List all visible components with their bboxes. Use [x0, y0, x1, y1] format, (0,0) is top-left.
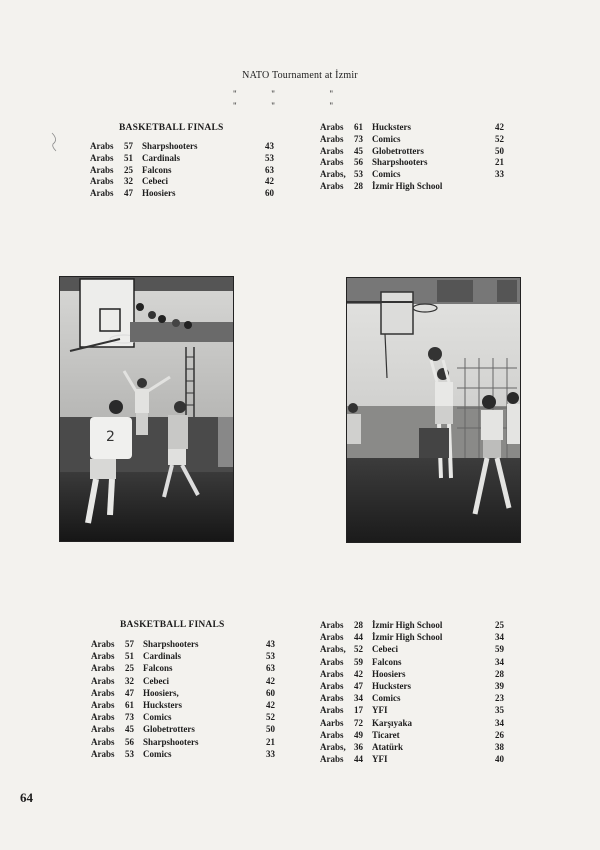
result-row: [320, 169, 504, 181]
opponent-score: 34: [495, 632, 504, 643]
team-name: Arabs: [90, 176, 114, 187]
results-table-top-right: [320, 122, 504, 193]
team-score: 72: [354, 717, 363, 728]
opponent-score: 33: [266, 748, 275, 759]
opponent-score: 42: [265, 176, 274, 187]
photo-basketball-left: [59, 276, 234, 542]
team-name: Arabs: [320, 157, 344, 168]
opponent-name: Comics: [372, 133, 401, 144]
team-name: Arabs: [320, 632, 344, 643]
opponent-name: Hucksters: [143, 700, 182, 711]
opponent-score: 63: [266, 663, 275, 674]
team-score: 52: [354, 644, 363, 655]
opponent-score: 21: [495, 157, 504, 168]
opponent-name: Comics: [143, 748, 172, 759]
result-row: [90, 165, 274, 177]
result-row: [91, 687, 275, 699]
opponent-score: 39: [495, 681, 504, 692]
result-row: [320, 692, 504, 704]
results-table-bottom-right: [320, 619, 504, 765]
opponent-name: Comics: [143, 712, 172, 723]
opponent-score: 52: [266, 712, 275, 723]
ditto-mark: ": [271, 89, 275, 99]
opponent-name: Hoosiers: [142, 188, 176, 199]
team-name: Arabs: [320, 681, 344, 692]
basketball-shot-photo: [347, 278, 520, 542]
result-row: [90, 188, 274, 200]
result-row: [320, 122, 504, 134]
opponent-name: Cardinals: [142, 152, 181, 163]
opponent-name: Comics: [372, 693, 401, 704]
opponent-name: Ticaret: [372, 729, 400, 740]
result-row: [320, 134, 504, 146]
team-score: 42: [354, 668, 363, 679]
team-name: Aarbs: [320, 717, 344, 728]
team-name: Arabs: [320, 705, 344, 716]
team-score: 61: [354, 122, 363, 132]
result-row: [91, 699, 275, 711]
team-name: Arabs: [320, 754, 344, 765]
team-name: Arabs,: [320, 644, 346, 655]
opponent-name: Cebeci: [372, 644, 398, 655]
team-name: Arabs: [91, 736, 115, 747]
result-row: [320, 631, 504, 643]
ditto-line-1: [233, 89, 333, 99]
team-name: Arabs: [320, 122, 344, 132]
result-row: [91, 675, 275, 687]
result-row: [320, 680, 504, 692]
opponent-score: 60: [266, 687, 275, 698]
result-row: [320, 668, 504, 680]
opponent-score: 33: [495, 169, 504, 180]
result-row: [320, 753, 504, 765]
results-table-bottom-left: [91, 638, 275, 760]
page-number: 64: [20, 790, 33, 805]
team-score: 61: [125, 700, 134, 711]
result-row: [320, 157, 504, 169]
result-row: [320, 741, 504, 753]
opponent-name: Globetrotters: [143, 724, 195, 735]
opponent-name: Comics: [372, 169, 401, 180]
opponent-score: 35: [495, 705, 504, 716]
team-name: Arabs: [320, 180, 344, 191]
opponent-score: 34: [495, 656, 504, 667]
opponent-score: 43: [265, 141, 274, 151]
result-row: [91, 711, 275, 723]
result-row: [90, 153, 274, 165]
opponent-name: Hoosiers: [372, 668, 406, 679]
opponent-name: Cardinals: [143, 651, 182, 662]
team-name: Arabs: [91, 651, 115, 662]
opponent-score: 38: [495, 742, 504, 753]
team-name: Arabs: [91, 700, 115, 711]
ditto-mark: ": [233, 101, 237, 111]
result-row: [91, 662, 275, 674]
team-name: Arabs: [90, 152, 114, 163]
opponent-score: 50: [266, 724, 275, 735]
opponent-name: Cebeci: [142, 176, 168, 187]
team-score: 59: [354, 656, 363, 667]
team-name: Arabs: [320, 656, 344, 667]
team-name: Arabs: [91, 748, 115, 759]
team-score: 73: [354, 133, 363, 144]
result-row: [91, 748, 275, 760]
pencil-mark-icon: [50, 132, 58, 152]
opponent-name: Globetrotters: [372, 145, 424, 156]
opponent-name: Hucksters: [372, 681, 411, 692]
team-name: Arabs: [90, 164, 114, 175]
opponent-name: Sharpshooters: [142, 141, 198, 151]
ditto-mark: ": [329, 101, 334, 111]
result-row: [90, 176, 274, 188]
team-name: Arabs: [320, 729, 344, 740]
opponent-score: 34: [495, 717, 504, 728]
result-row: [91, 723, 275, 735]
team-score: 32: [125, 675, 134, 686]
ditto-mark: ": [271, 101, 275, 111]
opponent-score: 42: [266, 675, 275, 686]
opponent-score: 53: [265, 152, 274, 163]
opponent-score: 23: [495, 693, 504, 704]
team-name: Arabs: [91, 675, 115, 686]
team-score: 53: [125, 748, 134, 759]
team-score: 25: [124, 164, 133, 175]
team-name: Arabs: [320, 133, 344, 144]
opponent-score: 43: [266, 639, 275, 649]
team-score: 47: [125, 687, 134, 698]
page-title: NATO Tournament at İzmir: [242, 70, 358, 81]
opponent-name: İzmir High School: [372, 620, 443, 630]
team-score: 47: [124, 188, 133, 199]
opponent-score: 53: [266, 651, 275, 662]
opponent-score: 60: [265, 188, 274, 199]
team-score: 56: [125, 736, 134, 747]
team-name: Arabs: [320, 620, 344, 630]
team-score: 28: [354, 620, 363, 630]
svg-text:2: 2: [106, 429, 115, 445]
team-score: 17: [354, 705, 363, 716]
opponent-score: 63: [265, 164, 274, 175]
team-name: Arabs: [91, 687, 115, 698]
team-name: Arabs,: [320, 169, 346, 180]
team-name: Arabs: [320, 668, 344, 679]
result-row: [320, 717, 504, 729]
opponent-name: İzmir High School: [372, 632, 443, 643]
ditto-mark: ": [233, 89, 237, 99]
opponent-name: Cebeci: [143, 675, 169, 686]
opponent-name: YFI: [372, 754, 388, 765]
team-score: 28: [354, 180, 363, 191]
opponent-name: Atatürk: [372, 742, 403, 753]
ditto-mark: ": [329, 89, 334, 99]
team-score: 47: [354, 681, 363, 692]
team-name: Arabs,: [320, 742, 346, 753]
team-score: 44: [354, 754, 363, 765]
team-score: 51: [124, 152, 133, 163]
opponent-score: 40: [495, 754, 504, 765]
opponent-score: 42: [266, 700, 275, 711]
result-row: [320, 619, 504, 631]
result-row: [320, 146, 504, 158]
team-score: 53: [354, 169, 363, 180]
team-score: 49: [354, 729, 363, 740]
opponent-name: Sharpshooters: [143, 639, 199, 649]
team-score: 57: [125, 639, 134, 649]
result-row: [90, 141, 274, 153]
team-name: Arabs: [91, 724, 115, 735]
result-row: [91, 736, 275, 748]
team-score: 57: [124, 141, 133, 151]
opponent-name: Sharpshooters: [372, 157, 428, 168]
team-name: Arabs: [320, 145, 344, 156]
basketball-game-photo: [60, 277, 233, 541]
team-name: Arabs: [91, 663, 115, 674]
result-row: [320, 656, 504, 668]
team-name: Arabs: [91, 712, 115, 723]
team-score: 44: [354, 632, 363, 643]
result-row: [91, 650, 275, 662]
opponent-name: Falcons: [142, 164, 172, 175]
opponent-score: [484, 181, 504, 193]
team-score: 36: [354, 742, 363, 753]
opponent-name: Falcons: [143, 663, 173, 674]
opponent-name: İzmir High School: [372, 180, 443, 191]
team-name: Arabs: [90, 188, 114, 199]
opponent-score: 59: [495, 644, 504, 655]
result-row: [320, 181, 504, 193]
section-title-bottom: BASKETBALL FINALS: [120, 620, 225, 630]
team-score: 34: [354, 693, 363, 704]
ditto-line-2: [233, 101, 333, 111]
opponent-score: 26: [495, 729, 504, 740]
opponent-score: 50: [495, 145, 504, 156]
result-row: [91, 638, 275, 650]
team-name: Arabs: [320, 693, 344, 704]
opponent-score: 52: [495, 133, 504, 144]
team-name: Arabs: [90, 141, 114, 151]
team-score: 32: [124, 176, 133, 187]
result-row: [320, 704, 504, 716]
opponent-name: Hoosiers,: [143, 687, 179, 698]
team-score: 25: [125, 663, 134, 674]
team-score: 45: [354, 145, 363, 156]
results-table-top-left: [90, 141, 274, 200]
opponent-name: YFI: [372, 705, 388, 716]
photo-basketball-right: [346, 277, 521, 543]
opponent-score: 21: [266, 736, 275, 747]
opponent-name: Falcons: [372, 656, 402, 667]
opponent-name: Hucksters: [372, 122, 411, 132]
opponent-score: 28: [495, 668, 504, 679]
team-name: Arabs: [91, 639, 115, 649]
result-row: [320, 643, 504, 655]
team-score: 45: [125, 724, 134, 735]
opponent-score: 25: [495, 620, 504, 630]
result-row: [320, 729, 504, 741]
opponent-name: Karşıyaka: [372, 717, 413, 728]
team-score: 51: [125, 651, 134, 662]
opponent-score: 42: [495, 122, 504, 132]
opponent-name: Sharpshooters: [143, 736, 199, 747]
team-score: 73: [125, 712, 134, 723]
section-title-top: BASKETBALL FINALS: [119, 123, 224, 133]
team-score: 56: [354, 157, 363, 168]
